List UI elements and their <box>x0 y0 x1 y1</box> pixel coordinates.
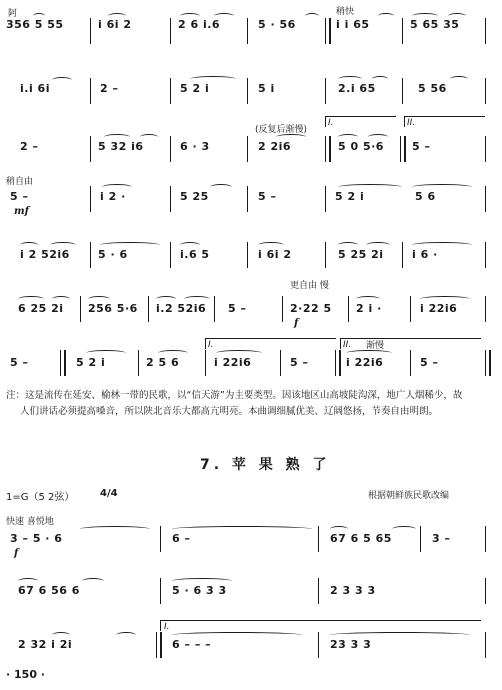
repeat-barline <box>400 136 406 162</box>
page-number: · 150 · <box>6 668 45 681</box>
volta-label: II. <box>407 118 416 128</box>
note-segment: i i 65 <box>336 18 370 31</box>
volta-label: I. <box>328 118 334 128</box>
slur <box>392 526 416 532</box>
note-segment: 2 32 i 2i <box>18 638 73 651</box>
slur <box>258 242 284 248</box>
note-segment: i 22i6 <box>346 356 384 369</box>
slur <box>156 296 176 302</box>
slur <box>378 13 394 19</box>
note-segment: 5 65 35 <box>410 18 460 31</box>
barline <box>148 296 149 322</box>
note-segment: 2 – <box>20 140 39 153</box>
note-segment: 5 · 6 <box>98 248 128 261</box>
footnote <box>6 388 500 420</box>
barline <box>485 578 486 604</box>
barline <box>325 242 326 268</box>
note-segment: i 22i6 <box>420 302 458 315</box>
barline <box>170 242 171 268</box>
note-segment: 2 3 3 3 <box>330 584 376 597</box>
volta-bracket <box>160 620 481 631</box>
note-segment: 2·22 5 <box>290 302 332 315</box>
note-segment: 5 – <box>412 140 431 153</box>
final-barline <box>485 350 491 376</box>
barline <box>160 526 161 552</box>
barline <box>214 296 215 322</box>
tempo-marking: 稍自由 <box>6 177 34 187</box>
barline <box>247 18 248 44</box>
note-segment: 2 2i6 <box>258 140 292 153</box>
slur <box>346 350 392 356</box>
note-segment: i 6i 2 <box>98 18 132 31</box>
barline <box>485 18 486 44</box>
slur <box>420 296 470 302</box>
tempo-marking: 渐慢 <box>366 341 385 351</box>
note-segment: 2 i · <box>356 302 382 315</box>
barline <box>318 578 319 604</box>
slur <box>52 77 72 83</box>
volta-label: I. <box>164 622 170 632</box>
note-segment: 6 – – – <box>172 638 212 651</box>
note-segment: 2 6 i.6 <box>178 18 221 31</box>
barline <box>90 18 91 44</box>
barline <box>485 526 486 552</box>
slur <box>338 134 358 140</box>
note-segment: 5 56 <box>418 82 447 95</box>
note-segment: 5 · 6 3 3 <box>172 584 227 597</box>
barline <box>402 242 403 268</box>
volta-bracket <box>325 116 396 127</box>
barline <box>90 186 91 212</box>
note-segment: 3 – 5 · 6 <box>10 532 63 545</box>
barline <box>410 296 411 322</box>
note-segment: i 6 · <box>412 248 438 261</box>
piece-title: 7. 苹 果 熟 了 <box>200 457 331 473</box>
slur <box>33 13 45 19</box>
slur <box>172 632 302 638</box>
note-segment: i.i 6i <box>20 82 50 95</box>
repeat-barline <box>325 136 331 162</box>
slur <box>450 76 468 82</box>
barline <box>485 78 486 104</box>
barline <box>485 186 486 212</box>
slur <box>20 242 38 248</box>
note-segment: 5 2 i <box>180 82 210 95</box>
note-segment: 67 6 56 6 <box>18 584 80 597</box>
slur <box>86 350 126 356</box>
slur <box>158 350 188 356</box>
fermata-mark: 阿 <box>8 9 18 19</box>
footnote-line-2: 人们讲话必须提高嗓音，所以陕北音乐大都高亢明亮。本曲调细腻优美、辽阔悠扬，节奏自由明朗。 <box>20 406 439 417</box>
note-segment: i 2 · <box>100 190 126 203</box>
barline <box>318 632 319 658</box>
barline <box>170 136 171 162</box>
note-segment: 3 – <box>432 532 451 545</box>
tempo-marking: 更自由 慢 <box>290 281 329 291</box>
note-segment: 356 5 55 <box>6 18 64 31</box>
note-segment: 5 25 <box>180 190 209 203</box>
barline <box>90 136 91 162</box>
slur <box>18 578 38 584</box>
note-segment: 5 2 i <box>335 190 365 203</box>
repeat-barline <box>335 350 341 376</box>
barline <box>205 350 206 376</box>
barline <box>485 296 486 322</box>
volta-bracket <box>340 338 481 349</box>
slur <box>366 242 390 248</box>
footnote-line-1: 注：这是流传在延安、榆林一带的民歌，以“信天游”为主要类型。因该地区山高坡陡沟深，地广人烟稀少，故 <box>6 390 463 401</box>
note-segment: 5 – <box>290 356 309 369</box>
barline <box>170 186 171 212</box>
note-segment: 5 32 i6 <box>98 140 144 153</box>
dynamic-mark: f <box>14 548 19 559</box>
note-segment: 5 – <box>228 302 247 315</box>
slur <box>184 296 210 302</box>
slur <box>180 13 200 19</box>
slur <box>172 526 312 532</box>
volta-bracket <box>205 338 336 349</box>
slur <box>276 134 306 140</box>
slur <box>190 76 236 82</box>
note-segment: 5 · 56 <box>258 18 296 31</box>
repeat-barline <box>156 632 162 658</box>
key-signature: 1=G（5 2弦） <box>6 492 75 503</box>
slur <box>214 13 234 19</box>
slur <box>88 296 110 302</box>
slur <box>412 13 438 19</box>
slur <box>104 134 130 140</box>
note-segment: 6 – <box>172 532 191 545</box>
note-segment: 67 6 5 65 <box>330 532 392 545</box>
barline <box>247 78 248 104</box>
tempo-marking: 稍快 <box>336 7 355 17</box>
slur <box>338 76 362 82</box>
slur <box>172 578 232 584</box>
barline <box>90 242 91 268</box>
barline <box>348 296 349 322</box>
slur <box>448 13 466 19</box>
barline <box>247 136 248 162</box>
note-segment: 5 25 2i <box>338 248 384 261</box>
repeat-barline <box>60 350 66 376</box>
barline <box>247 242 248 268</box>
slur <box>100 242 160 248</box>
barline <box>485 242 486 268</box>
dynamic-mark: mf <box>14 206 29 217</box>
slur <box>82 578 104 584</box>
slur <box>108 13 126 19</box>
slur <box>52 632 70 638</box>
note-segment: 2 5 6 <box>146 356 180 369</box>
note-segment: i 22i6 <box>214 356 252 369</box>
slur <box>140 134 158 140</box>
note-segment: 5 2 i <box>76 356 106 369</box>
slur <box>102 184 132 190</box>
barline <box>80 296 81 322</box>
performance-note: (反复后渐慢) <box>255 125 308 135</box>
barline <box>402 78 403 104</box>
note-segment: 5 6 <box>415 190 436 203</box>
slur <box>412 242 472 248</box>
slur <box>216 350 262 356</box>
note-segment: 5 – <box>10 190 29 203</box>
slur <box>180 242 200 248</box>
barline <box>402 18 403 44</box>
barline <box>90 78 91 104</box>
note-segment: i 6i 2 <box>258 248 292 261</box>
note-segment: i.6 5 <box>180 248 210 261</box>
barline <box>410 350 411 376</box>
barline <box>485 136 486 162</box>
volta-label: II. <box>343 340 352 350</box>
tempo-marking: 快速 喜悦地 <box>6 517 54 527</box>
note-segment: 5 – <box>10 356 29 369</box>
slur <box>52 296 70 302</box>
note-segment: 23 3 3 <box>330 638 372 651</box>
note-segment: 5 i <box>258 82 275 95</box>
slur <box>330 632 470 638</box>
slur <box>338 242 358 248</box>
barline <box>160 578 161 604</box>
slur <box>50 242 76 248</box>
barline <box>282 296 283 322</box>
note-segment: i.2 52i6 <box>156 302 207 315</box>
slur <box>116 632 136 638</box>
barline <box>325 186 326 212</box>
note-segment: 6 25 2i <box>18 302 64 315</box>
barline <box>280 350 281 376</box>
slur <box>305 13 319 19</box>
note-segment: 5 – <box>420 356 439 369</box>
note-segment: 5 0 5·6 <box>338 140 384 153</box>
barline <box>485 632 486 658</box>
note-segment: 6 · 3 <box>180 140 210 153</box>
barline <box>325 78 326 104</box>
volta-bracket <box>404 116 485 127</box>
barline <box>318 526 319 552</box>
attribution: 根据朝鲜族民歌改编 <box>368 491 450 501</box>
repeat-barline <box>325 18 331 44</box>
barline <box>247 186 248 212</box>
slur <box>338 184 402 190</box>
slur <box>368 134 388 140</box>
slur <box>372 76 388 82</box>
barline <box>170 78 171 104</box>
note-segment: 2.i 65 <box>338 82 376 95</box>
note-segment: 256 5·6 <box>88 302 138 315</box>
note-segment: 5 – <box>258 190 277 203</box>
note-segment: 2 – <box>100 82 119 95</box>
barline <box>420 526 421 552</box>
barline <box>138 350 139 376</box>
slur <box>210 184 232 190</box>
slur <box>412 184 472 190</box>
volta-label: I. <box>208 340 214 350</box>
time-signature: 4/4 <box>100 488 118 499</box>
slur <box>80 526 150 532</box>
barline <box>170 18 171 44</box>
slur <box>356 296 380 302</box>
dynamic-mark: f <box>294 318 299 329</box>
slur <box>330 526 348 532</box>
note-segment: i 2 52i6 <box>20 248 70 261</box>
slur <box>18 296 44 302</box>
